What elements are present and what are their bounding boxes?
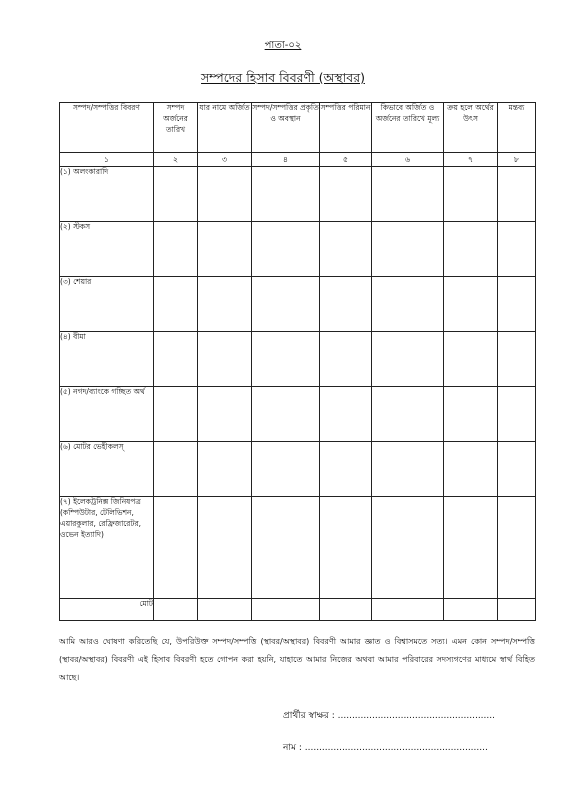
row-label: (২) স্টকস	[60, 222, 154, 277]
row-label: (৭) ইলেকট্রনিক্স জিনিষপত্র (কম্পিউটার, টেলিভিশন, এয়ারকুলার, রেফ্রিজারেটর, ওভেন ইত্যাদি)	[60, 497, 154, 599]
page-title: সম্পদের হিসাব বিবরণী (অস্থাবর)	[201, 70, 365, 85]
table-row	[60, 387, 536, 442]
header-cell: সম্পত্তির পরিমান	[320, 103, 372, 153]
declaration-text: আমি আরও ঘোষণা করিতেছি যে, উপরিউক্ত সম্পদ/সম্পত্তি (স্থাবর/অস্থাবর) বিবরণী আমার জ্ঞাত ও বিশ্বাসমতে সত্য। এমন কোন সম্পদ/সম্পত্তি (স্থাবর/অস্থাবর) বিবরণী এই হিসাব বিবরণী হতে গোপন করা হয়নি, যাহাতে আমার নিজের অথবা আমার পরিবারের সদস্যগণের মাধ্যমে স্বার্থ বিহিত আছে।	[59, 637, 535, 682]
table-row	[60, 442, 536, 497]
table-row	[60, 222, 536, 277]
header-cell: সম্পদ অর্জনের তারিখ	[154, 103, 198, 153]
signature-label: প্রার্থীর স্বাক্ষর :	[283, 711, 335, 721]
column-number: ৮	[498, 153, 536, 167]
header-cell: সম্পদ/সম্পত্তির প্রকৃতি ও অবস্থান	[252, 103, 320, 153]
row-label: (৪) বীমা	[60, 332, 154, 387]
header-cell: সম্পদ/সম্পত্তির বিবরণ	[60, 103, 154, 153]
header-cell: কিভাবে অর্জিত ও অর্জনের তারিখে মূল্য	[372, 103, 444, 153]
header-cell: যার নামে অর্জিত	[198, 103, 252, 153]
name-label: নাম :	[283, 743, 302, 753]
column-number: ৫	[320, 153, 372, 167]
column-number: ৬	[372, 153, 444, 167]
row-label: (৩) শেয়ার	[60, 277, 154, 332]
row-label: (৫) নগদ/ব্যাংকে গচ্ছিত অর্থ	[60, 387, 154, 442]
column-number: ১	[60, 153, 154, 167]
column-number: ৩	[198, 153, 252, 167]
table-row	[60, 167, 536, 222]
column-number: ২	[154, 153, 198, 167]
total-label: মোট	[60, 599, 154, 621]
column-number: ৭	[444, 153, 498, 167]
signature-dotted-line: .......................................................	[337, 711, 495, 721]
column-number: ৪	[252, 153, 320, 167]
header-cell: ক্রয় হলে অর্থের উৎস	[444, 103, 498, 153]
header-cell: মন্তব্য	[498, 103, 536, 153]
header-row	[60, 103, 536, 153]
table-row	[60, 277, 536, 332]
page-number: পাতা-০২	[264, 40, 302, 51]
signature-line	[283, 708, 495, 723]
name-line	[283, 740, 488, 755]
row-label: (১) অলংকারাদি	[60, 167, 154, 222]
row-label: (৬) মোটর ভেহীকলস্	[60, 442, 154, 497]
name-dotted-line: ................................................................	[304, 743, 488, 753]
table-row	[60, 497, 536, 599]
table-row	[60, 332, 536, 387]
total-row	[60, 599, 536, 621]
column-number-row	[60, 153, 536, 167]
asset-statement-table	[59, 102, 536, 621]
